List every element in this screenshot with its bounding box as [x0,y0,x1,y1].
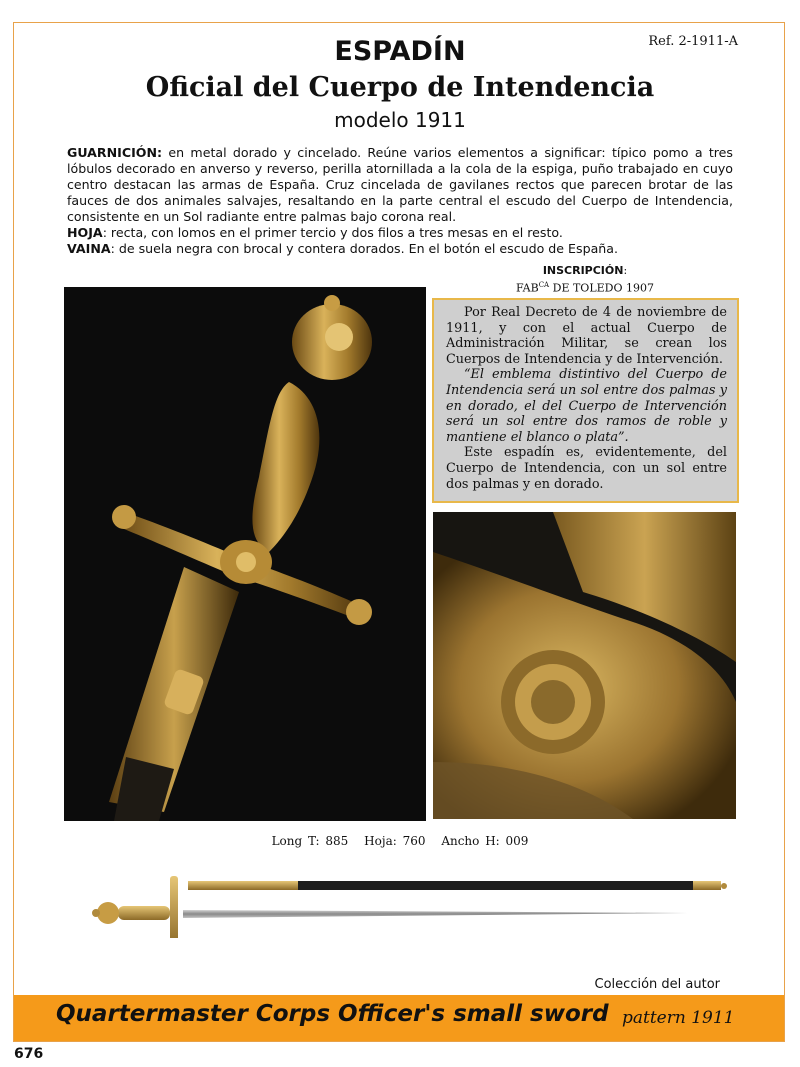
scabbard-locket [188,881,298,890]
english-title: Quartermaster Corps Officer's small sword [56,1001,609,1027]
note-paragraph-1: Por Real Decreto de 4 de noviembre de 1911, y con el actual Cuerpo de Administración Militar, se crean los Cuerpos de Intendencia y de Intervención. [446,305,727,367]
description [67,145,733,257]
hilt-illustration [64,287,426,821]
full-grip [118,906,170,920]
pattern-year: pattern 1911 [622,1008,735,1028]
measure-long: Long T: 885 [271,834,349,848]
guarnicion-label: GUARNICIÓN: [67,145,163,160]
vaina-label: VAINA [67,241,111,256]
inscription-rest: DE TOLEDO 1907 [549,281,654,295]
full-sword-photo [88,868,738,938]
page-number: 676 [14,1046,44,1062]
hoja-text: : recta, con lomos en el primer tercio y dos filos a tres mesas en el resto. [102,225,563,240]
collection-credit: Colección del autor [594,977,720,992]
emblem-detail-photo [433,512,736,819]
note-quote: “El emblema distintivo del Cuerpo de Intendencia será un sol entre dos palmas y en dorado, el del Cuerpo de Intervención será un sol entre dos ramos de roble y mantiene el blanco o plata”. [446,367,727,445]
inscription-colon: : [623,264,628,277]
note-paragraph-3: Este espadín es, evidentemente, del Cuerpo de Intendencia, con un sol entre dos palmas y en dorado. [446,445,727,492]
reference-code: Ref. 2-1911-A [648,34,738,49]
vaina-paragraph [67,241,733,257]
sun-emblem [531,680,575,724]
inscription-fab: FAB [515,281,539,295]
full-sword-illustration [88,868,738,938]
hoja-paragraph [67,225,733,241]
history-note [432,298,739,503]
guarnicion-paragraph [67,145,733,225]
scabbard-body [298,881,693,890]
hilt-photo [64,287,426,821]
inscription-label: INSCRIPCIÓN [542,264,624,277]
grip [252,382,319,552]
inscription [470,264,700,296]
scabbard-chape [693,881,721,890]
guarnicion-text: en metal dorado y cincelado. Reúne varios elementos a significar: típico pomo a tres lóbulos decorado en anverso y reverso, perilla atornillada a la cola de la espiga, puño trabajado en cuyo centro destacan las armas de España. Cruz cincelada de gavilanes rectos que parecen brotar de las fauces de dos animales salvajes, resaltando en la parte central el escudo del Cuerpo de Intendencia, consistente en un Sol radiante entre palmas bajo corona real. [67,145,733,224]
hoja-label: HOJA [67,225,103,240]
vaina-text: : de suela negra con brocal y contera dorados. En el botón el escudo de España. [110,241,618,256]
measurements [0,834,800,848]
blade [183,910,688,918]
measure-ancho: Ancho H: 009 [441,834,529,848]
full-crossguard [170,876,178,938]
measure-hoja: Hoja: 760 [364,834,426,848]
inscription-sup: CA [538,281,550,289]
page-title: ESPADÍN [334,36,466,67]
full-pommel [97,902,119,924]
page-subtitle: Oficial del Cuerpo de Intendencia [145,72,655,103]
emblem-illustration [433,512,736,819]
model-year: modelo 1911 [334,108,466,132]
